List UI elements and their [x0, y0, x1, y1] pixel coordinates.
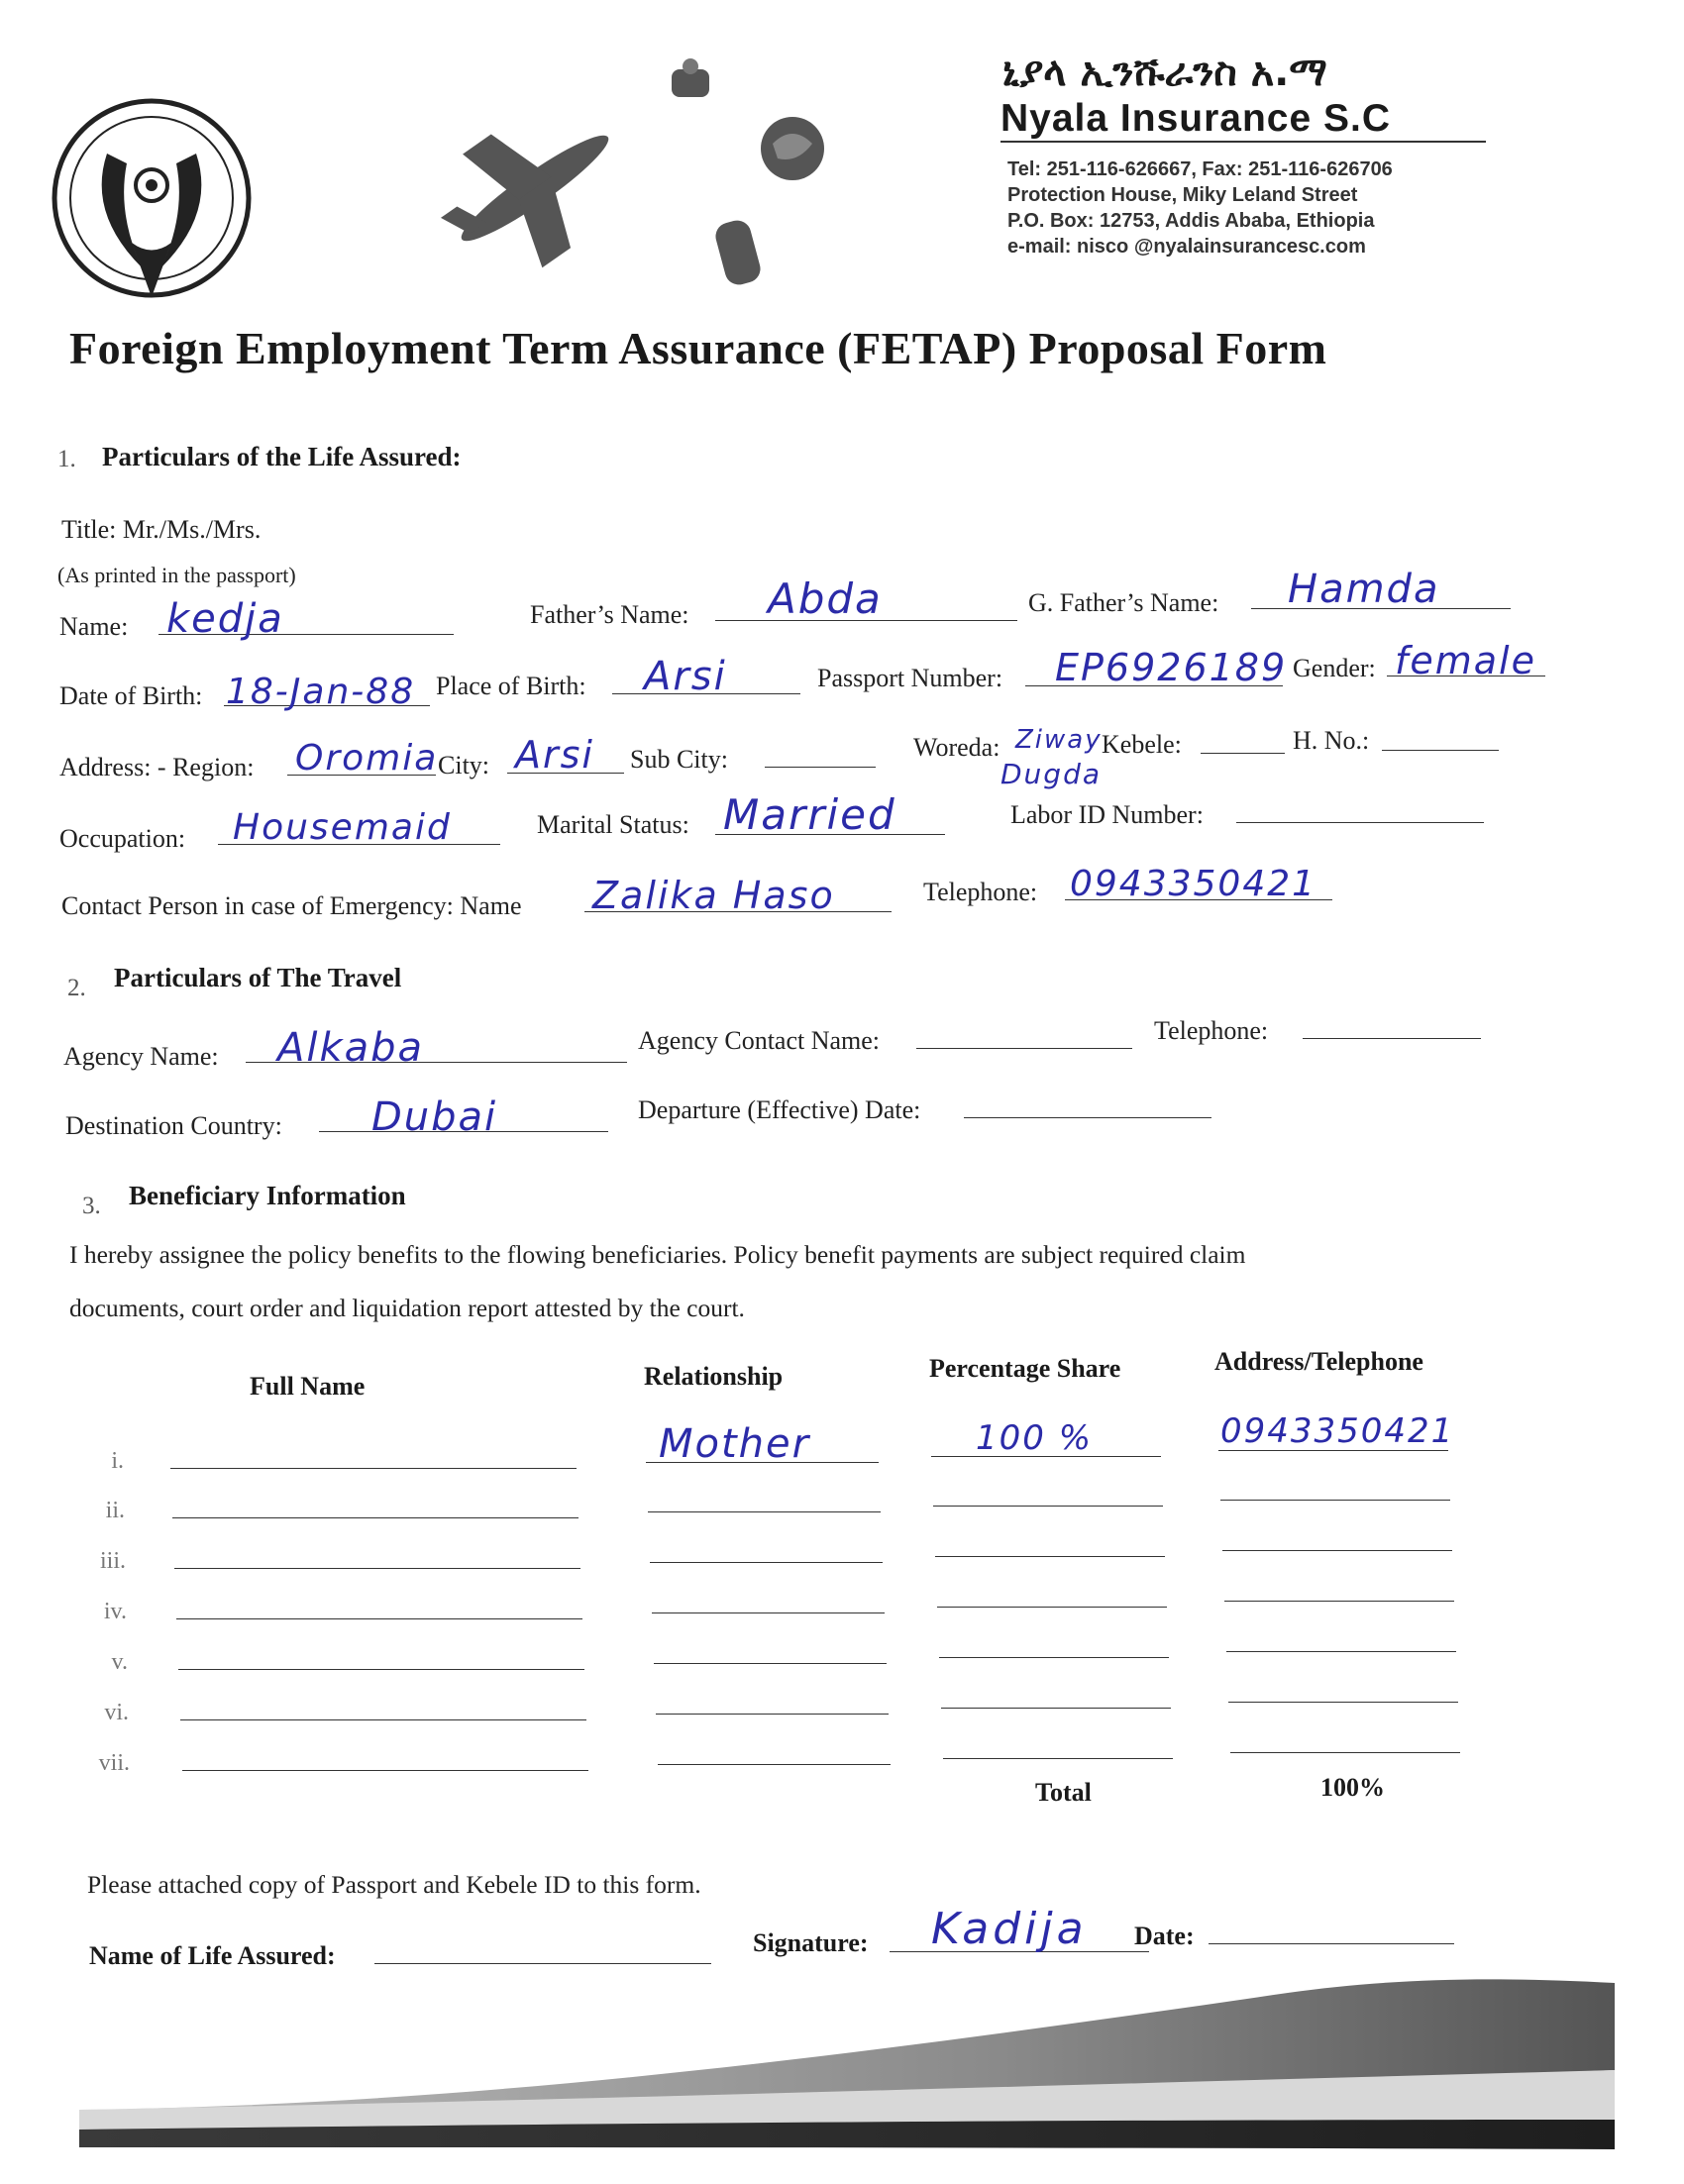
beneficiary-full-name-field[interactable] [182, 1770, 588, 1771]
labor-id-field[interactable] [1236, 822, 1484, 823]
beneficiary-share-field[interactable] [941, 1708, 1171, 1709]
agency-telephone-field[interactable] [1303, 1038, 1481, 1039]
woreda-value-line2: Dugda [1000, 758, 1103, 790]
section-3-number: 3. [82, 1193, 101, 1219]
sub-city-label: Sub City: [630, 745, 728, 774]
date-of-birth-value: 18-Jan-88 [226, 672, 416, 712]
beneficiary-share-field[interactable] [943, 1758, 1173, 1759]
beneficiary-statement-line1: I hereby assignee the policy benefits to the flowing beneficiaries. Policy benefit payments are subject required claim [69, 1240, 1246, 1269]
total-value: 100% [1320, 1773, 1385, 1802]
occupation-label: Occupation: [59, 824, 186, 853]
beneficiary-relationship-field[interactable] [656, 1714, 889, 1715]
beneficiary-relationship-field[interactable] [648, 1511, 881, 1512]
row-number: i. [111, 1448, 124, 1474]
form-title: Foreign Employment Term Assurance (FETAP) Proposal Form [69, 323, 1327, 373]
column-header-full-name: Full Name [250, 1372, 366, 1401]
signature-label: Signature: [753, 1928, 869, 1957]
city-value: Arsi [515, 733, 594, 777]
gender-label: Gender: [1293, 654, 1376, 682]
beneficiary-share-value: 100 % [976, 1418, 1094, 1458]
company-name-amharic: ኒያላ ኢንሹራንስ አ.ማ [1002, 50, 1327, 95]
beneficiary-share-field[interactable] [935, 1556, 1165, 1557]
beneficiary-relationship-field[interactable] [650, 1562, 883, 1563]
passport-note: (As printed in the passport) [57, 563, 296, 587]
woreda-value-line1: Ziway [1015, 725, 1103, 755]
agency-name-value: Alkaba [277, 1025, 425, 1071]
agency-contact-label: Agency Contact Name: [638, 1026, 881, 1055]
grandfather-name-label: G. Father’s Name: [1028, 588, 1219, 617]
company-po-box: P.O. Box: 12753, Addis Ababa, Ethiopia [1007, 210, 1375, 232]
section-2-number: 2. [67, 975, 86, 1001]
beneficiary-relationship-field[interactable] [654, 1663, 887, 1664]
agency-telephone-label: Telephone: [1154, 1016, 1269, 1045]
beneficiary-full-name-field[interactable] [178, 1669, 584, 1670]
beneficiary-full-name-field[interactable] [172, 1517, 579, 1518]
grandfather-name-value: Hamda [1288, 567, 1440, 612]
beneficiary-address-value: 0943350421 [1220, 1411, 1455, 1451]
agency-name-label: Agency Name: [63, 1042, 219, 1071]
date-field[interactable] [1209, 1943, 1454, 1944]
beneficiary-address-field[interactable] [1228, 1702, 1458, 1703]
place-of-birth-value: Arsi [644, 654, 727, 699]
column-header-address-telephone: Address/Telephone [1214, 1347, 1423, 1376]
departure-date-label: Departure (Effective) Date: [638, 1095, 921, 1124]
destination-country-label: Destination Country: [65, 1111, 282, 1140]
beneficiary-address-field[interactable] [1230, 1752, 1460, 1753]
beneficiary-full-name-field[interactable] [176, 1618, 582, 1619]
beneficiary-relationship-value: Mother [659, 1421, 811, 1467]
beneficiary-full-name-field[interactable] [180, 1719, 586, 1720]
gender-value: female [1395, 639, 1536, 682]
passport-number-label: Passport Number: [817, 664, 1003, 692]
car-icon [664, 54, 718, 109]
name-value: kedja [166, 596, 284, 642]
section-3-heading: Beneficiary Information [129, 1181, 406, 1210]
region-value: Oromia [295, 738, 439, 779]
row-number: v. [111, 1649, 128, 1675]
occupation-value: Housemaid [233, 807, 452, 848]
beneficiary-address-field[interactable] [1220, 1500, 1450, 1501]
beneficiary-address-field[interactable] [1222, 1550, 1452, 1551]
airplane-icon [436, 99, 634, 277]
sub-city-field[interactable] [765, 767, 876, 768]
beneficiary-statement-line2: documents, court order and liquidation report attested by the court. [69, 1294, 745, 1322]
row-number: iv. [103, 1599, 127, 1624]
father-name-value: Abda [768, 574, 883, 623]
pill-icon [708, 213, 768, 292]
row-number: ii. [105, 1498, 125, 1523]
emergency-telephone-label: Telephone: [923, 878, 1038, 906]
marital-status-value: Married [723, 790, 896, 839]
place-of-birth-label: Place of Birth: [436, 672, 586, 700]
emergency-telephone-value: 0943350421 [1070, 864, 1317, 904]
beneficiary-share-field[interactable] [939, 1657, 1169, 1658]
emergency-contact-label: Contact Person in case of Emergency: Name [61, 891, 522, 920]
date-label: Date: [1134, 1922, 1195, 1950]
column-header-relationship: Relationship [644, 1362, 784, 1391]
globe-icon [758, 114, 827, 183]
company-email: e-mail: nisco @nyalainsurancesc.com [1007, 236, 1366, 258]
section-2-heading: Particulars of The Travel [114, 963, 402, 992]
beneficiary-relationship-field[interactable] [658, 1764, 891, 1765]
father-name-label: Father’s Name: [530, 600, 689, 629]
row-number: vii. [98, 1750, 130, 1776]
woreda-label: Woreda: [913, 733, 1000, 762]
company-telephone: Tel: 251-116-626667, Fax: 251-116-626706 [1007, 158, 1393, 180]
beneficiary-relationship-field[interactable] [652, 1612, 885, 1613]
attachment-note: Please attached copy of Passport and Kebele ID to this form. [87, 1870, 701, 1899]
beneficiary-share-field[interactable] [937, 1607, 1167, 1608]
section-1-number: 1. [57, 446, 76, 472]
marital-status-label: Marital Status: [537, 810, 689, 839]
company-address: Protection House, Miky Leland Street [1007, 184, 1358, 206]
kebele-label: Kebele: [1102, 730, 1182, 759]
city-label: City: [438, 751, 490, 780]
destination-country-value: Dubai [371, 1094, 498, 1140]
row-number: vi. [104, 1700, 129, 1725]
name-label: Name: [59, 612, 129, 641]
beneficiary-address-field[interactable] [1226, 1651, 1456, 1652]
section-1-heading: Particulars of the Life Assured: [102, 442, 462, 471]
emergency-contact-value: Zalika Haso [592, 874, 835, 917]
footer-banner [0, 1971, 1684, 2179]
house-number-field[interactable] [1382, 750, 1499, 751]
beneficiary-full-name-field[interactable] [170, 1468, 577, 1469]
beneficiary-address-field[interactable] [1224, 1601, 1454, 1602]
house-number-label: H. No.: [1293, 726, 1370, 755]
signature-value: Kadija [931, 1904, 1088, 1954]
date-of-birth-label: Date of Birth: [59, 681, 203, 710]
labor-id-label: Labor ID Number: [1010, 800, 1204, 829]
company-underline [1000, 141, 1486, 143]
row-number: iii. [99, 1548, 126, 1574]
column-header-percentage-share: Percentage Share [929, 1354, 1121, 1383]
agency-contact-field[interactable] [916, 1048, 1132, 1049]
address-region-label: Address: - Region: [59, 753, 255, 781]
total-label: Total [1035, 1778, 1092, 1807]
title-label: Title: Mr./Ms./Mrs. [61, 515, 262, 544]
beneficiary-share-field[interactable] [933, 1506, 1163, 1507]
company-logo [48, 94, 256, 302]
departure-date-field[interactable] [964, 1117, 1211, 1118]
life-assured-name-field[interactable] [374, 1963, 711, 1964]
company-name: Nyala Insurance S.C [1000, 97, 1391, 140]
beneficiary-full-name-field[interactable] [174, 1568, 580, 1569]
life-assured-name-label: Name of Life Assured: [89, 1941, 336, 1970]
passport-number-value: EP6926189 [1055, 646, 1288, 689]
kebele-field[interactable] [1201, 753, 1285, 754]
